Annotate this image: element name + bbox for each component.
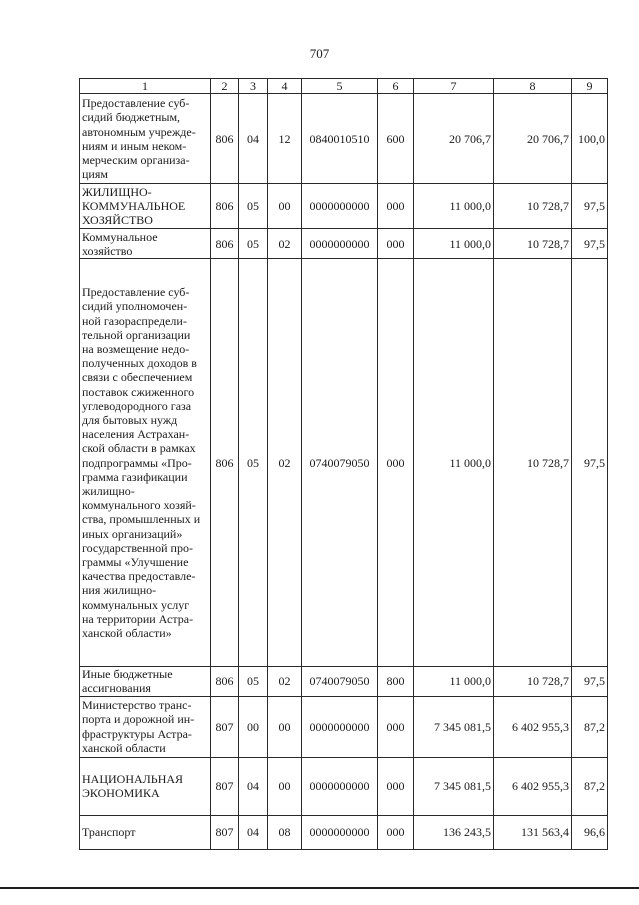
table-row — [80, 667, 608, 696]
planned-amount: 11 000,0 — [414, 184, 494, 229]
ved-code: 807 — [211, 757, 239, 815]
target-article-code: 0000000000 — [302, 696, 378, 757]
execution-percent: 97,5 — [572, 229, 608, 259]
expense-type-code: 000 — [378, 815, 414, 849]
ved-code: 806 — [211, 667, 239, 696]
actual-amount: 131 563,4 — [494, 815, 572, 849]
expense-type-code: 000 — [378, 184, 414, 229]
budget-table — [79, 78, 608, 850]
table-row — [80, 229, 608, 259]
section-code: 04 — [239, 94, 268, 184]
col-header: 6 — [378, 79, 414, 94]
ved-code: 806 — [211, 259, 239, 667]
target-article-code: 0740079050 — [302, 667, 378, 696]
planned-amount: 11 000,0 — [414, 259, 494, 667]
row-name: ЖИЛИЩНО- КОММУНАЛЬНОЕ ХОЗЯЙСТВО — [80, 184, 211, 229]
subsection-code: 02 — [268, 229, 302, 259]
planned-amount: 20 706,7 — [414, 94, 494, 184]
col-header: 4 — [268, 79, 302, 94]
col-header: 3 — [239, 79, 268, 94]
table-row — [80, 184, 608, 229]
section-code: 05 — [239, 184, 268, 229]
execution-percent: 87,2 — [572, 757, 608, 815]
subsection-code: 08 — [268, 815, 302, 849]
planned-amount: 7 345 081,5 — [414, 757, 494, 815]
bottom-rule — [0, 887, 639, 889]
section-code: 05 — [239, 259, 268, 667]
execution-percent: 97,5 — [572, 259, 608, 667]
col-header: 7 — [414, 79, 494, 94]
col-header: 1 — [80, 79, 211, 94]
expense-type-code: 000 — [378, 757, 414, 815]
execution-percent: 100,0 — [572, 94, 608, 184]
section-code: 05 — [239, 229, 268, 259]
section-code: 05 — [239, 667, 268, 696]
planned-amount: 11 000,0 — [414, 667, 494, 696]
actual-amount: 10 728,7 — [494, 259, 572, 667]
table-row — [80, 815, 608, 849]
row-name: Министерство транс- порта и дорожной ин- фраструктуры Астра- ханской области — [80, 696, 211, 757]
expense-type-code: 000 — [378, 259, 414, 667]
target-article-code: 0740079050 — [302, 259, 378, 667]
actual-amount: 10 728,7 — [494, 667, 572, 696]
subsection-code: 02 — [268, 667, 302, 696]
row-name: Предоставление суб- сидий уполномочен- ной газораспредели- тельной организации на возмещение недо- полученных доходов в связи с обеспечением поставок сжиженного углеводородного газа для бытовых нужд населения Астрахан- ской области в рамках подпрограммы «Про- грамма газификации жилищно- коммунального хозяй- ства, промышленных и иных организаций» государственной про- граммы «Улучшение качества предоставле- ния жилищно- коммунальных услуг на территории Астра- ханской области» — [80, 259, 211, 667]
planned-amount: 7 345 081,5 — [414, 696, 494, 757]
planned-amount: 136 243,5 — [414, 815, 494, 849]
expense-type-code: 000 — [378, 696, 414, 757]
target-article-code: 0000000000 — [302, 815, 378, 849]
planned-amount: 11 000,0 — [414, 229, 494, 259]
expense-type-code: 000 — [378, 229, 414, 259]
target-article-code: 0000000000 — [302, 229, 378, 259]
col-header: 9 — [572, 79, 608, 94]
col-header: 5 — [302, 79, 378, 94]
target-article-code: 0840010510 — [302, 94, 378, 184]
col-header: 8 — [494, 79, 572, 94]
table-row — [80, 94, 608, 184]
subsection-code: 00 — [268, 696, 302, 757]
ved-code: 806 — [211, 229, 239, 259]
section-code: 00 — [239, 696, 268, 757]
ved-code: 807 — [211, 696, 239, 757]
subsection-code: 00 — [268, 184, 302, 229]
page-number: 707 — [309, 46, 330, 61]
ved-code: 806 — [211, 184, 239, 229]
row-name: Коммунальное хозяйство — [80, 229, 211, 259]
ved-code: 806 — [211, 94, 239, 184]
row-name: Иные бюджетные ассигнования — [80, 667, 211, 696]
ved-code: 807 — [211, 815, 239, 849]
actual-amount: 6 402 955,3 — [494, 757, 572, 815]
row-name: Транспорт — [80, 815, 211, 849]
section-code: 04 — [239, 757, 268, 815]
execution-percent: 87,2 — [572, 696, 608, 757]
table-row — [80, 757, 608, 815]
target-article-code: 0000000000 — [302, 184, 378, 229]
row-name: Предоставление суб- сидий бюджетным, автономным учрежде- ниям и иным неком- мерческим организа- циям — [80, 94, 211, 184]
execution-percent: 97,5 — [572, 184, 608, 229]
row-name: НАЦИОНАЛЬНАЯ ЭКОНОМИКА — [80, 757, 211, 815]
subsection-code: 12 — [268, 94, 302, 184]
subsection-code: 02 — [268, 259, 302, 667]
section-code: 04 — [239, 815, 268, 849]
table-row — [80, 259, 608, 667]
target-article-code: 0000000000 — [302, 757, 378, 815]
actual-amount: 10 728,7 — [494, 184, 572, 229]
table-row — [80, 696, 608, 757]
header-row — [80, 79, 608, 94]
expense-type-code: 600 — [378, 94, 414, 184]
actual-amount: 20 706,7 — [494, 94, 572, 184]
actual-amount: 6 402 955,3 — [494, 696, 572, 757]
actual-amount: 10 728,7 — [494, 229, 572, 259]
subsection-code: 00 — [268, 757, 302, 815]
expense-type-code: 800 — [378, 667, 414, 696]
execution-percent: 97,5 — [572, 667, 608, 696]
execution-percent: 96,6 — [572, 815, 608, 849]
col-header: 2 — [211, 79, 239, 94]
